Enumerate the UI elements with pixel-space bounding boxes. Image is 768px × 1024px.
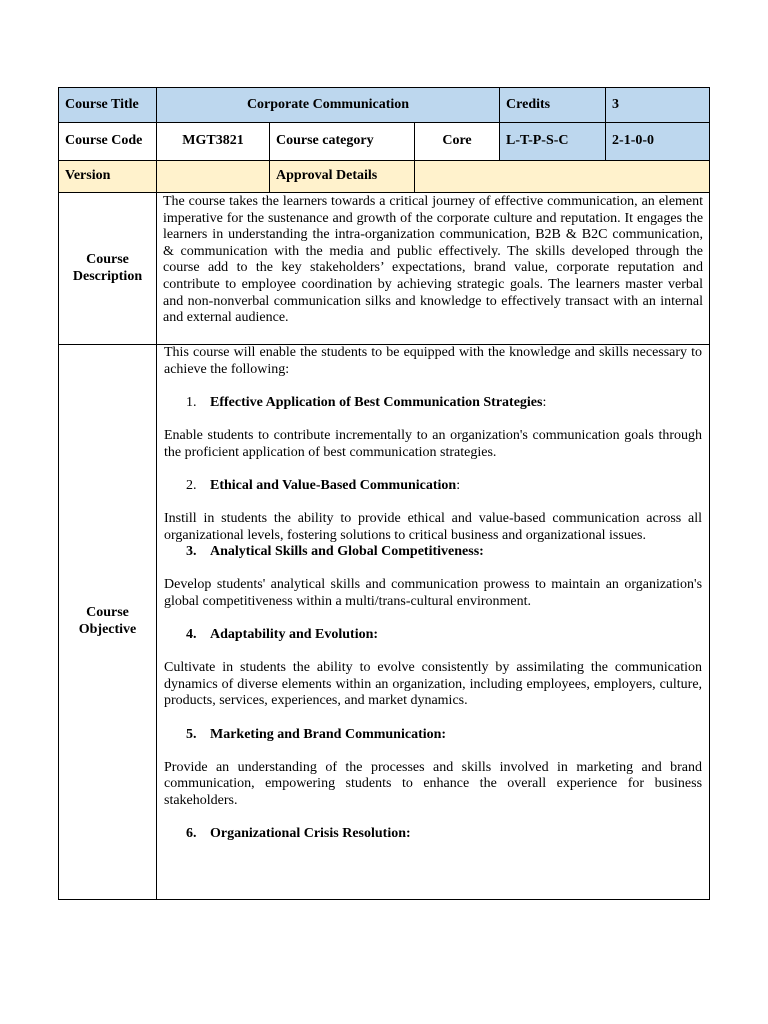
objective-title: Organizational Crisis Resolution: bbox=[210, 826, 411, 842]
version-label: Version bbox=[59, 161, 157, 193]
course-category-value: Core bbox=[415, 123, 500, 161]
objective-title: Effective Application of Best Communication Strategies bbox=[210, 394, 543, 410]
row-course-objective bbox=[59, 345, 710, 900]
objective-title: Ethical and Value-Based Communication bbox=[210, 477, 457, 493]
approval-details-value bbox=[415, 161, 710, 193]
row-course-title bbox=[59, 88, 710, 123]
objective-body: Enable students to contribute incrementally to an organization's communication goals through the proficient application of best communication strategies. bbox=[164, 427, 703, 460]
objective-number: 3. bbox=[186, 544, 197, 560]
objective-title-suffix: : bbox=[456, 477, 461, 493]
objective-number: 4. bbox=[186, 627, 197, 643]
course-objective-content bbox=[157, 345, 710, 900]
row-course-code bbox=[59, 123, 710, 161]
objective-body: Instill in students the ability to provide ethical and value-based communication across all organizational levels, fostering solutions to critical business and organizational issues. bbox=[164, 510, 703, 543]
objective-number: 5. bbox=[186, 726, 197, 742]
objective-item bbox=[186, 727, 702, 744]
objective-item bbox=[186, 544, 702, 561]
row-version bbox=[59, 161, 710, 193]
objective-title: Analytical Skills and Global Competitiveness: bbox=[210, 544, 484, 560]
ltpsc-label: L-T-P-S-C bbox=[500, 123, 606, 161]
course-code-value: MGT3821 bbox=[157, 123, 270, 161]
objective-item bbox=[186, 627, 702, 644]
objective-number: 2. bbox=[186, 477, 197, 493]
row-course-description bbox=[59, 193, 710, 345]
objective-body: Provide an understanding of the processes and skills involved in marketing and brand communication, empowering students to enhance the overall experience for business stakeholders. bbox=[164, 759, 703, 809]
course-category-label: Course category bbox=[270, 123, 415, 161]
objective-number: 6. bbox=[186, 826, 197, 842]
objective-intro: This course will enable the students to be equipped with the knowledge and skills necessary to achieve the following: bbox=[164, 345, 703, 377]
credits-label: Credits bbox=[500, 88, 606, 123]
course-document bbox=[58, 87, 709, 900]
objective-item bbox=[186, 478, 702, 495]
objective-title-suffix: : bbox=[542, 394, 547, 410]
course-title-label: Course Title bbox=[59, 88, 157, 123]
objective-item bbox=[186, 395, 702, 412]
objective-number: 1. bbox=[186, 394, 197, 410]
course-table bbox=[58, 87, 710, 900]
course-description-text: The course takes the learners towards a critical journey of effective communication, an element imperative for the sustenance and growth of the corporate culture and reputation. It engages the learners in understanding the intra-organization communication, B2B & B2C communication, & communication with the media and public effectively. The skills developed through the course add to the key stakeholders’ expectations, brand value, corporate reputation and contribute to employee coordination by achieving strategic goals. The learners master verbal and non-nonverbal communication silks and knowledge to effectively transact with an internal and external audience. bbox=[157, 193, 710, 345]
course-title-value: Corporate Communication bbox=[157, 88, 500, 123]
objective-title: Adaptability and Evolution: bbox=[210, 627, 379, 643]
course-objective-label: Course Objective bbox=[59, 345, 157, 900]
course-description-label: Course Description bbox=[59, 193, 157, 345]
objective-body: Cultivate in students the ability to evolve consistently by assimilating the communication dynamics of diverse elements within an organization, including employees, employers, culture, products, services, experiences, and market dynamics. bbox=[164, 660, 703, 709]
objective-item bbox=[186, 826, 702, 843]
approval-details-label: Approval Details bbox=[270, 161, 415, 193]
objective-body: Develop students' analytical skills and communication prowess to maintain an organization's global competitiveness within a multi/trans-cultural environment. bbox=[164, 577, 703, 609]
credits-value: 3 bbox=[606, 88, 710, 123]
course-code-label: Course Code bbox=[59, 123, 157, 161]
ltpsc-value: 2-1-0-0 bbox=[606, 123, 710, 161]
objective-title: Marketing and Brand Communication: bbox=[210, 726, 447, 742]
version-value bbox=[157, 161, 270, 193]
